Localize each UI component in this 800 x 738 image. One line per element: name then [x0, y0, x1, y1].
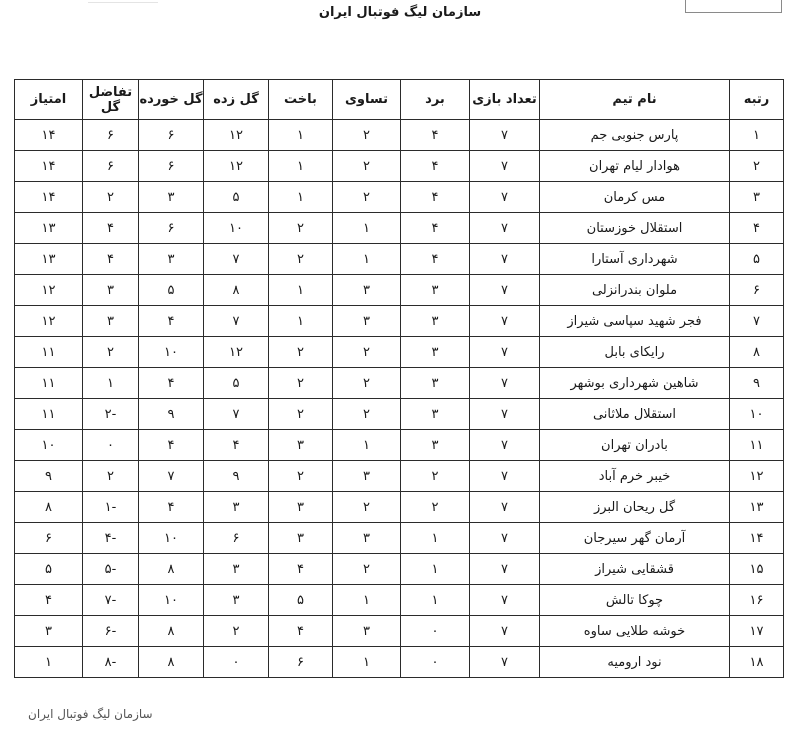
games-cell: ۷ [470, 399, 540, 430]
goals-against-cell: ۴ [139, 306, 204, 337]
goals-for-cell: ۳ [204, 585, 269, 616]
header-losses: باخت [269, 80, 333, 120]
team-cell: شهرداری آستارا [540, 244, 730, 275]
header-row [15, 80, 784, 120]
goals-for-cell: ۵ [204, 368, 269, 399]
rank-cell: ۱۲ [730, 461, 784, 492]
games-cell: ۷ [470, 275, 540, 306]
goals-against-cell: ۶ [139, 213, 204, 244]
team-cell: خوشه طلایی ساوه [540, 616, 730, 647]
header-goal-difference: تفاضل گل [83, 80, 139, 120]
wins-cell: ۰ [401, 647, 470, 678]
draws-cell: ۲ [333, 399, 401, 430]
goals-against-cell: ۱۰ [139, 585, 204, 616]
rank-cell: ۸ [730, 337, 784, 368]
losses-cell: ۲ [269, 461, 333, 492]
goal-diff-cell: ۶ [83, 120, 139, 151]
points-cell: ۸ [15, 492, 83, 523]
draws-cell: ۲ [333, 182, 401, 213]
games-cell: ۷ [470, 182, 540, 213]
goals-against-cell: ۸ [139, 616, 204, 647]
goals-against-cell: ۵ [139, 275, 204, 306]
games-cell: ۷ [470, 120, 540, 151]
goals-against-cell: ۴ [139, 430, 204, 461]
goals-against-cell: ۸ [139, 554, 204, 585]
draws-cell: ۱ [333, 244, 401, 275]
table-row [15, 554, 784, 585]
team-cell: استقلال ملاثانی [540, 399, 730, 430]
rank-cell: ۱ [730, 120, 784, 151]
goals-for-cell: ۹ [204, 461, 269, 492]
points-cell: ۱۱ [15, 368, 83, 399]
points-cell: ۱ [15, 647, 83, 678]
goals-against-cell: ۶ [139, 120, 204, 151]
rank-cell: ۶ [730, 275, 784, 306]
table-row [15, 461, 784, 492]
games-cell: ۷ [470, 151, 540, 182]
points-cell: ۱۴ [15, 120, 83, 151]
wins-cell: ۱ [401, 554, 470, 585]
standings-body [15, 120, 784, 678]
goals-for-cell: ۱۲ [204, 120, 269, 151]
wins-cell: ۳ [401, 430, 470, 461]
wins-cell: ۴ [401, 213, 470, 244]
team-cell: استقلال خوزستان [540, 213, 730, 244]
points-cell: ۱۴ [15, 151, 83, 182]
goal-diff-cell: ۴ [83, 244, 139, 275]
goal-diff-cell: -۵ [83, 554, 139, 585]
games-cell: ۷ [470, 492, 540, 523]
header-draws: تساوی [333, 80, 401, 120]
team-cell: چوکا تالش [540, 585, 730, 616]
wins-cell: ۲ [401, 492, 470, 523]
games-cell: ۷ [470, 430, 540, 461]
header-rank: رتبه [730, 80, 784, 120]
draws-cell: ۲ [333, 492, 401, 523]
draws-cell: ۱ [333, 213, 401, 244]
goal-diff-cell: -۱ [83, 492, 139, 523]
table-row [15, 244, 784, 275]
goal-diff-cell: -۷ [83, 585, 139, 616]
points-cell: ۹ [15, 461, 83, 492]
rank-cell: ۱۷ [730, 616, 784, 647]
header-points: امتیاز [15, 80, 83, 120]
wins-cell: ۳ [401, 275, 470, 306]
draws-cell: ۲ [333, 337, 401, 368]
points-cell: ۵ [15, 554, 83, 585]
table-row [15, 430, 784, 461]
goals-for-cell: ۰ [204, 647, 269, 678]
rank-cell: ۳ [730, 182, 784, 213]
rank-cell: ۷ [730, 306, 784, 337]
rank-cell: ۲ [730, 151, 784, 182]
goals-for-cell: ۸ [204, 275, 269, 306]
goals-for-cell: ۱۲ [204, 151, 269, 182]
goal-diff-cell: -۴ [83, 523, 139, 554]
team-cell: آرمان گهر سیرجان [540, 523, 730, 554]
goals-against-cell: ۸ [139, 647, 204, 678]
rank-cell: ۱۵ [730, 554, 784, 585]
games-cell: ۷ [470, 616, 540, 647]
table-row [15, 585, 784, 616]
team-cell: خیبر خرم آباد [540, 461, 730, 492]
goals-for-cell: ۷ [204, 244, 269, 275]
losses-cell: ۲ [269, 368, 333, 399]
table-row [15, 213, 784, 244]
wins-cell: ۳ [401, 337, 470, 368]
draws-cell: ۳ [333, 461, 401, 492]
table-row [15, 120, 784, 151]
points-cell: ۴ [15, 585, 83, 616]
draws-cell: ۲ [333, 120, 401, 151]
losses-cell: ۶ [269, 647, 333, 678]
draws-cell: ۲ [333, 151, 401, 182]
rank-cell: ۱۱ [730, 430, 784, 461]
goal-diff-cell: ۲ [83, 182, 139, 213]
goals-against-cell: ۶ [139, 151, 204, 182]
games-cell: ۷ [470, 585, 540, 616]
draws-cell: ۱ [333, 430, 401, 461]
goal-diff-cell: ۶ [83, 151, 139, 182]
goals-against-cell: ۳ [139, 244, 204, 275]
wins-cell: ۴ [401, 151, 470, 182]
table-row [15, 275, 784, 306]
points-cell: ۶ [15, 523, 83, 554]
header-wins: برد [401, 80, 470, 120]
losses-cell: ۲ [269, 213, 333, 244]
goal-diff-cell: ۴ [83, 213, 139, 244]
games-cell: ۷ [470, 554, 540, 585]
goals-against-cell: ۹ [139, 399, 204, 430]
wins-cell: ۳ [401, 399, 470, 430]
goals-against-cell: ۴ [139, 492, 204, 523]
team-cell: مس کرمان [540, 182, 730, 213]
wins-cell: ۴ [401, 120, 470, 151]
goal-diff-cell: ۳ [83, 306, 139, 337]
draws-cell: ۳ [333, 523, 401, 554]
games-cell: ۷ [470, 647, 540, 678]
team-cell: فجر شهید سپاسی شیراز [540, 306, 730, 337]
table-row [15, 306, 784, 337]
losses-cell: ۲ [269, 337, 333, 368]
draws-cell: ۳ [333, 616, 401, 647]
team-cell: بادران تهران [540, 430, 730, 461]
points-cell: ۱۴ [15, 182, 83, 213]
games-cell: ۷ [470, 523, 540, 554]
games-cell: ۷ [470, 461, 540, 492]
footer-text: سازمان لیگ فوتبال ایران [28, 707, 153, 721]
points-cell: ۱۳ [15, 244, 83, 275]
rank-cell: ۱۰ [730, 399, 784, 430]
goals-for-cell: ۲ [204, 616, 269, 647]
rank-cell: ۱۴ [730, 523, 784, 554]
points-cell: ۱۱ [15, 337, 83, 368]
draws-cell: ۳ [333, 275, 401, 306]
header-games-played: تعداد بازی [470, 80, 540, 120]
wins-cell: ۳ [401, 306, 470, 337]
team-cell: گل ریحان البرز [540, 492, 730, 523]
rank-cell: ۱۳ [730, 492, 784, 523]
games-cell: ۷ [470, 337, 540, 368]
goals-for-cell: ۶ [204, 523, 269, 554]
goal-diff-cell: ۳ [83, 275, 139, 306]
goals-against-cell: ۴ [139, 368, 204, 399]
rank-cell: ۴ [730, 213, 784, 244]
goals-for-cell: ۴ [204, 430, 269, 461]
goals-for-cell: ۷ [204, 306, 269, 337]
goal-diff-cell: -۲ [83, 399, 139, 430]
goals-against-cell: ۷ [139, 461, 204, 492]
team-cell: نود ارومیه [540, 647, 730, 678]
team-cell: شاهین شهرداری بوشهر [540, 368, 730, 399]
team-cell: قشقایی شیراز [540, 554, 730, 585]
points-cell: ۱۰ [15, 430, 83, 461]
losses-cell: ۱ [269, 182, 333, 213]
rank-cell: ۹ [730, 368, 784, 399]
losses-cell: ۳ [269, 430, 333, 461]
table-row [15, 182, 784, 213]
points-cell: ۱۲ [15, 275, 83, 306]
losses-cell: ۱ [269, 275, 333, 306]
team-cell: رایکای بابل [540, 337, 730, 368]
table-row [15, 368, 784, 399]
losses-cell: ۴ [269, 616, 333, 647]
table-row [15, 151, 784, 182]
losses-cell: ۳ [269, 523, 333, 554]
goals-for-cell: ۳ [204, 554, 269, 585]
header-goals-against: گل خورده [139, 80, 204, 120]
draws-cell: ۲ [333, 554, 401, 585]
draws-cell: ۱ [333, 647, 401, 678]
goals-against-cell: ۱۰ [139, 337, 204, 368]
wins-cell: ۳ [401, 368, 470, 399]
header-goals-for: گل زده [204, 80, 269, 120]
losses-cell: ۳ [269, 492, 333, 523]
goals-for-cell: ۳ [204, 492, 269, 523]
games-cell: ۷ [470, 368, 540, 399]
wins-cell: ۲ [401, 461, 470, 492]
rank-cell: ۱۶ [730, 585, 784, 616]
wins-cell: ۴ [401, 182, 470, 213]
team-cell: ملوان بندرانزلی [540, 275, 730, 306]
losses-cell: ۴ [269, 554, 333, 585]
draws-cell: ۳ [333, 306, 401, 337]
losses-cell: ۲ [269, 244, 333, 275]
table-row [15, 492, 784, 523]
points-cell: ۱۱ [15, 399, 83, 430]
goals-for-cell: ۵ [204, 182, 269, 213]
goal-diff-cell: ۲ [83, 337, 139, 368]
wins-cell: ۱ [401, 585, 470, 616]
losses-cell: ۱ [269, 306, 333, 337]
standings-table [14, 79, 784, 678]
wins-cell: ۱ [401, 523, 470, 554]
losses-cell: ۱ [269, 151, 333, 182]
goal-diff-cell: -۶ [83, 616, 139, 647]
games-cell: ۷ [470, 213, 540, 244]
losses-cell: ۱ [269, 120, 333, 151]
header-team-name: نام تیم [540, 80, 730, 120]
points-cell: ۱۲ [15, 306, 83, 337]
points-cell: ۱۳ [15, 213, 83, 244]
wins-cell: ۴ [401, 244, 470, 275]
goals-against-cell: ۳ [139, 182, 204, 213]
goals-against-cell: ۱۰ [139, 523, 204, 554]
games-cell: ۷ [470, 244, 540, 275]
table-row [15, 523, 784, 554]
goal-diff-cell: -۸ [83, 647, 139, 678]
losses-cell: ۵ [269, 585, 333, 616]
table-row [15, 616, 784, 647]
table-row [15, 337, 784, 368]
wins-cell: ۰ [401, 616, 470, 647]
document-title: سازمان لیگ فوتبال ایران [318, 5, 482, 20]
losses-cell: ۲ [269, 399, 333, 430]
games-cell: ۷ [470, 306, 540, 337]
goals-for-cell: ۷ [204, 399, 269, 430]
table-row [15, 647, 784, 678]
goal-diff-cell: ۱ [83, 368, 139, 399]
team-cell: پارس جنوبی جم [540, 120, 730, 151]
goals-for-cell: ۱۰ [204, 213, 269, 244]
team-cell: هوادار لیام تهران [540, 151, 730, 182]
points-cell: ۳ [15, 616, 83, 647]
goal-diff-cell: ۰ [83, 430, 139, 461]
goals-for-cell: ۱۲ [204, 337, 269, 368]
draws-cell: ۱ [333, 585, 401, 616]
draws-cell: ۲ [333, 368, 401, 399]
goal-diff-cell: ۲ [83, 461, 139, 492]
table-row [15, 399, 784, 430]
rank-cell: ۵ [730, 244, 784, 275]
rank-cell: ۱۸ [730, 647, 784, 678]
